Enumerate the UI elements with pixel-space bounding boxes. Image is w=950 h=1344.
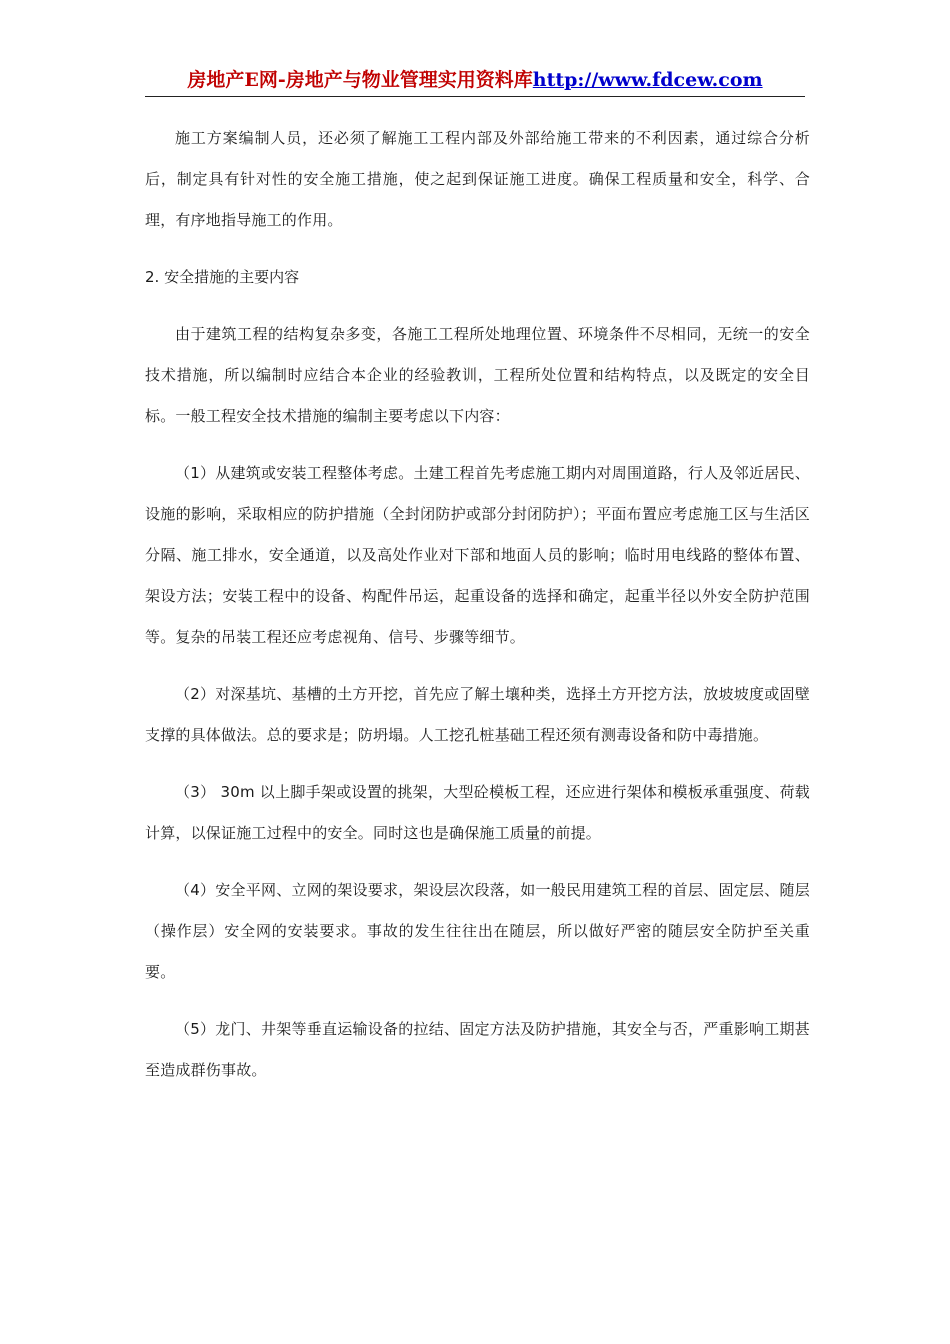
section-heading: 2. 安全措施的主要内容 — [145, 268, 300, 286]
list-item-5: （5）龙门、井架等垂直运输设备的拉结、固定方法及防护措施，其安全与否，严重影响工期甚至造成群伤事故。 — [145, 1020, 810, 1079]
paragraph-intro: 施工方案编制人员，还必须了解施工工程内部及外部给施工带来的不利因素，通过综合分析后，制定具有针对性的安全施工措施，使之起到保证施工进度。确保工程质量和安全，科学、合理，有序地指导施工的作用。 — [145, 129, 810, 229]
site-brand-title: 房地产E网-房地产与物业管理实用资料库 — [187, 69, 533, 91]
site-url-link[interactable]: http://www.fdcew.com — [532, 69, 763, 91]
list-item-1: （1）从建筑或安装工程整体考虑。土建工程首先考虑施工期内对周围道路，行人及邻近居民、设施的影响，采取相应的防护措施（全封闭防护或部分封闭防护）；平面布置应考虑施工区与生活区分隔、施工排水，安全通道，以及高处作业对下部和地面人员的影响；临时用电线路的整体布置、架设方法；安装工程中的设备、构配件吊运，起重设备的选择和确定，起重半径以外安全防护范围等。复杂的吊装工程还应考虑视角、信号、步骤等细节。 — [145, 464, 810, 646]
document-body — [145, 118, 810, 1107]
list-item-4: （4）安全平网、立网的架设要求，架设层次段落，如一般民用建筑工程的首层、固定层、随层（操作层）安全网的安装要求。事故的发生往往出在随层，所以做好严密的随层安全防护至关重要。 — [145, 881, 810, 981]
list-item-3: （3） 30m 以上脚手架或设置的挑架，大型砼模板工程，还应进行架体和模板承重强度、荷载计算，以保证施工过程中的安全。同时这也是确保施工质量的前提。 — [145, 783, 810, 842]
list-item-2: （2）对深基坑、基槽的土方开挖，首先应了解土壤种类，选择土方开挖方法，放坡坡度或固壁支撑的具体做法。总的要求是；防坍塌。人工挖孔桩基础工程还须有测毒设备和防中毒措施。 — [145, 685, 810, 744]
paragraph-overview: 由于建筑工程的结构复杂多变，各施工工程所处地理位置、环境条件不尽相同，无统一的安全技术措施，所以编制时应结合本企业的经验教训，工程所处位置和结构特点，以及既定的安全目标。一般工程安全技术措施的编制主要考虑以下内容： — [145, 325, 810, 425]
page-header — [145, 66, 805, 97]
